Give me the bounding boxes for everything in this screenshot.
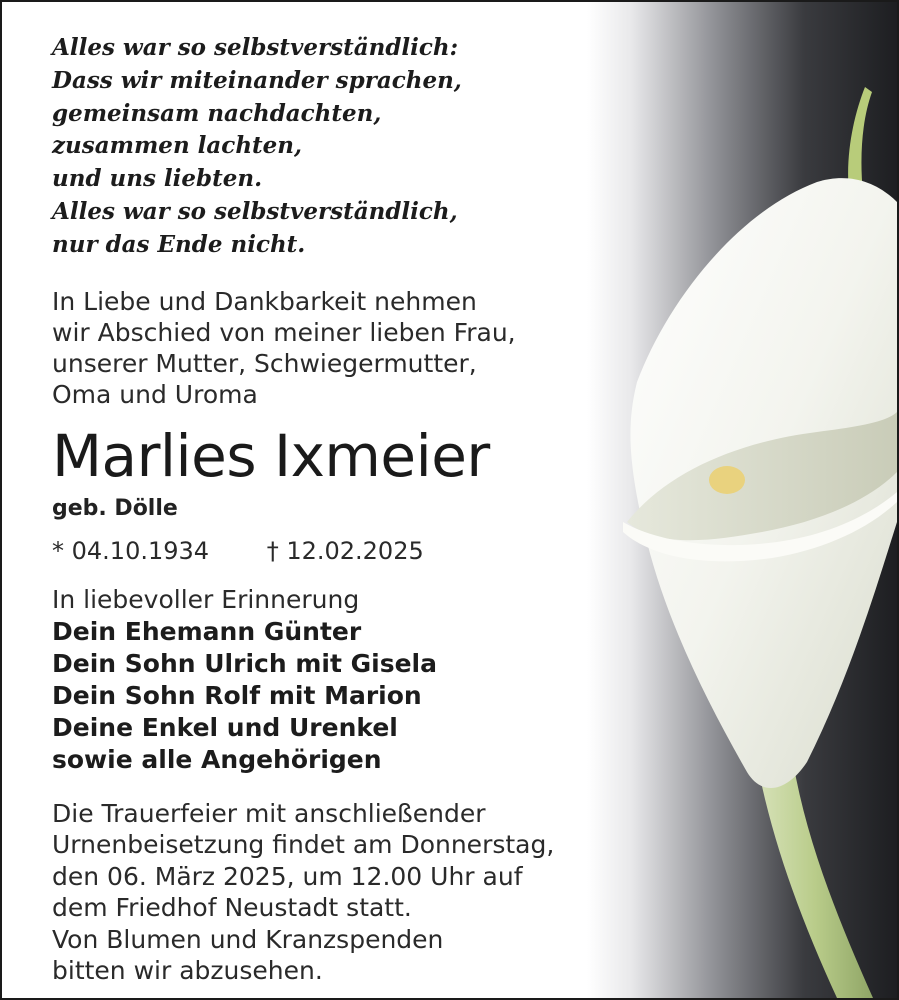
mourner-name: Deine Enkel und Urenkel [52, 712, 398, 742]
poem-line: nur das Ende nicht. [52, 230, 306, 258]
petal-tip [848, 87, 872, 194]
deceased-name: Marlies Ixmeier [52, 421, 490, 490]
life-dates [52, 536, 612, 566]
poem-line: Dass wir miteinander sprachen, [52, 66, 462, 94]
funeral-line: den 06. März 2025, um 12.00 Uhr auf [52, 861, 523, 891]
notice-text [52, 32, 612, 987]
memorial-poem [52, 32, 612, 262]
calla-lily-image [587, 2, 897, 998]
birth-date: * 04.10.1934 [52, 536, 210, 565]
death-date: † 12.02.2025 [266, 536, 424, 565]
funeral-line: dem Friedhof Neustadt statt. [52, 893, 412, 923]
intro-line: In Liebe und Dankbarkeit nehmen [52, 286, 477, 316]
mourner-name: Dein Ehemann Günter [52, 616, 362, 646]
mourner-name: Dein Sohn Ulrich mit Gisela [52, 648, 437, 678]
funeral-line: bitten wir abzusehen. [52, 956, 323, 986]
flower-spadix [709, 466, 745, 494]
intro-line: wir Abschied von meiner lieben Frau, [52, 317, 516, 347]
farewell-intro [52, 286, 612, 410]
funeral-notice [52, 798, 612, 987]
poem-line: Alles war so selbstverständlich: [52, 34, 459, 61]
poem-line: und uns liebten. [52, 165, 263, 193]
calla-lily-flower-image [587, 2, 897, 998]
funeral-line: Die Trauerfeier mit anschließender [52, 798, 486, 828]
funeral-line: Urnenbeisetzung findet am Donnerstag, [52, 830, 555, 860]
poem-line: zusammen lachten, [52, 132, 303, 160]
intro-line: unserer Mutter, Schwiegermutter, [52, 348, 477, 378]
mourner-name: Dein Sohn Rolf mit Marion [52, 680, 422, 710]
poem-line: gemeinsam nachdachten, [52, 99, 382, 127]
flower-stem [757, 762, 873, 998]
funeral-line: Von Blumen und Kranzspenden [52, 924, 444, 954]
mourner-name: sowie alle Angehörigen [52, 744, 382, 774]
mourners-list [52, 584, 612, 776]
maiden-name: geb. Dölle [52, 495, 178, 521]
intro-line: Oma und Uroma [52, 379, 258, 409]
poem-line: Alles war so selbstverständlich, [52, 197, 458, 225]
mourners-intro: In liebevoller Erinnerung [52, 584, 360, 614]
